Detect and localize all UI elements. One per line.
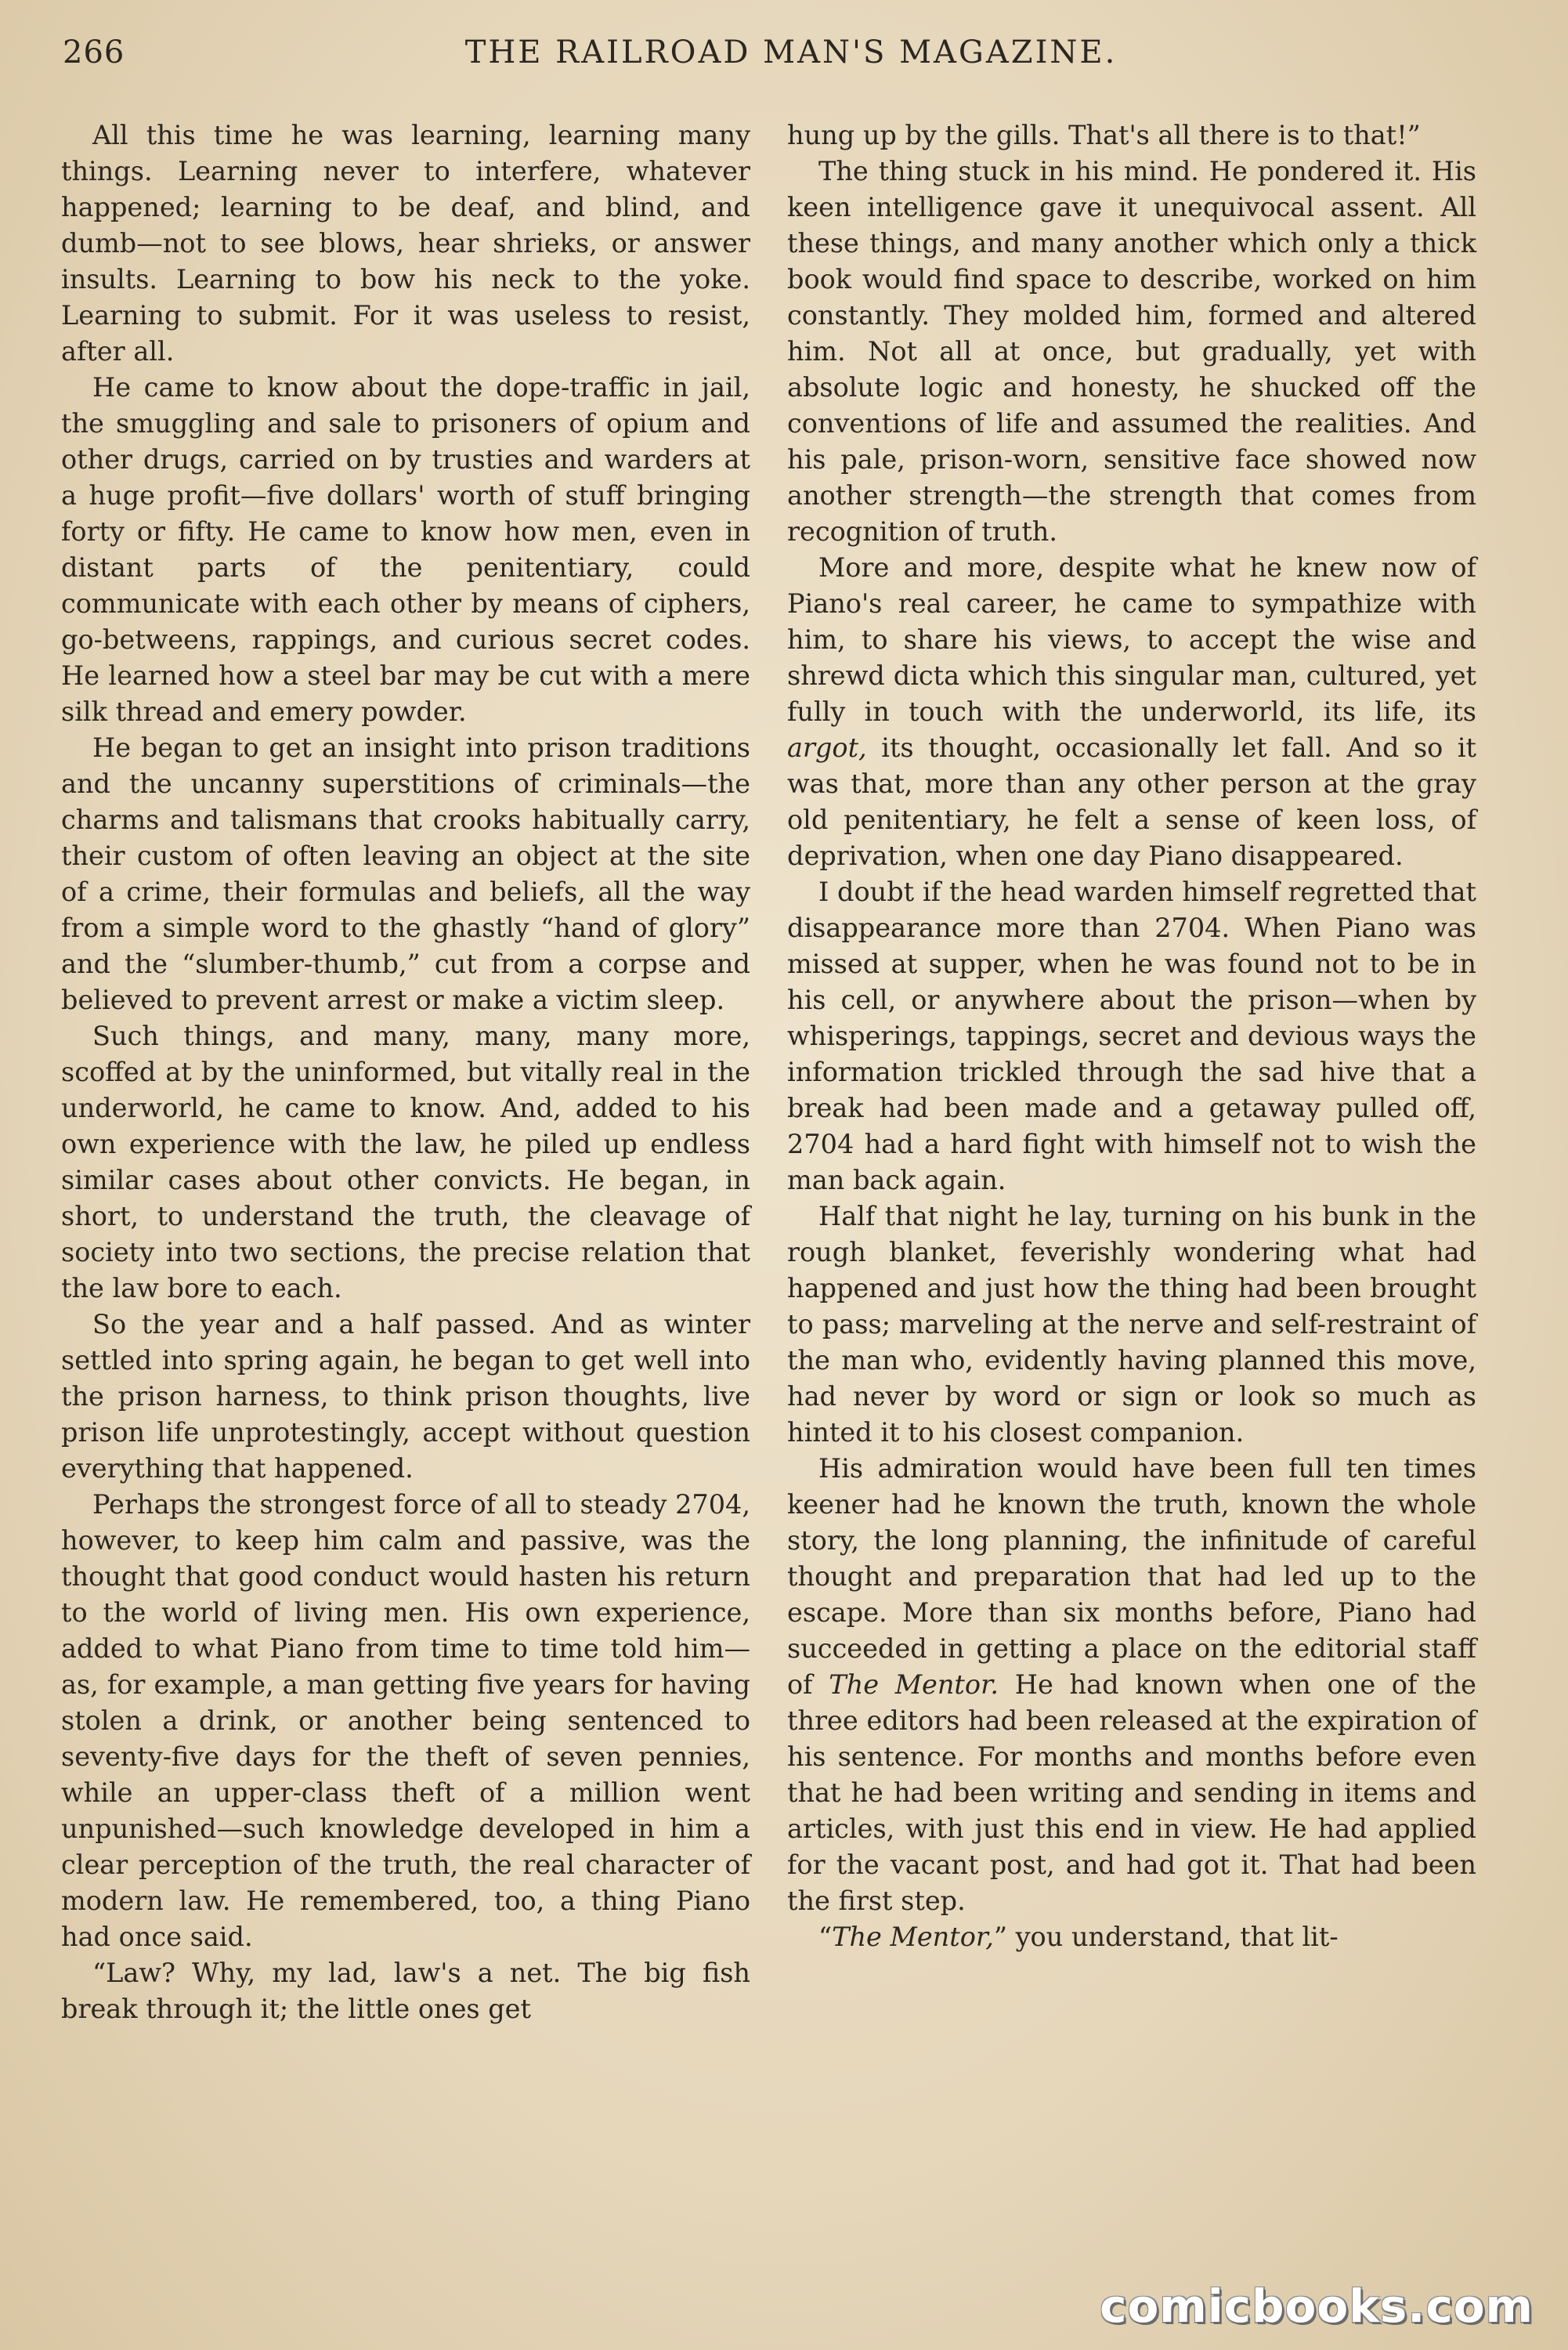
- paragraph: [787, 1919, 1476, 1955]
- paragraph: “Law? Why, my lad, law's a net. The big fish break through it; the little ones get: [61, 1958, 750, 2024]
- paragraph: Half that night he lay, turning on his bunk in the rough blanket, feverishly wondering what had happened and just how the thing had been brought to pass; marveling at the nerve and self-restraint of the man who, evidently having planned this move, had never by word or sign or look so much as hinted it to his closest companion.: [787, 1201, 1476, 1448]
- paragraph: He began to get an insight into prison traditions and the uncanny superstitions of criminals—the charms and talismans that crooks habitually carry, their custom of often leaving an object at the site of a crime, their formulas and beliefs, all the way from a simple word to the ghastly “hand of glory” and the “slumber-thumb,” cut from a corpse and believed to prevent arrest or make a victim sleep.: [61, 732, 750, 1015]
- paragraph: I doubt if the head warden himself regretted that disappearance more than 2704. When Piano was missed at supper, when he was found not to be in his cell, or anywhere about the prison—when by whisperings, tappings, secret and devious ways the information trickled through the sad hive that a break had been made and a getaway pulled off, 2704 had a hard fight with himself not to wish the man back again.: [787, 877, 1476, 1195]
- paragraph: The thing stuck in his mind. He pondered it. His keen intelligence gave it unequivocal assent. All these things, and many another which only a thick book would find space to describe, worked on him constantly. They molded him, formed and altered him. Not all at once, but gradually, yet with absolute logic and honesty, he shucked off the conventions of life and assumed the realities. And his pale, prison-worn, sensitive face showed now another strength—the strength that comes from recognition of truth.: [787, 156, 1476, 547]
- paragraph-text: ” you understand, that lit-: [993, 1922, 1339, 1952]
- right-column: [787, 118, 1476, 1955]
- paragraph: Perhaps the strongest force of all to steady 2704, however, to keep him calm and passive, was the thought that good conduct would hasten his return to the world of living men. His own experience, added to what Piano from time to time told him—as, for example, a man getting five years for having stolen a drink, or another being sentenced to seventy-five days for the theft of seven pennies, while an upper-class theft of a million went unpunished—such knowledge developed in him a clear perception of the truth, the real character of modern law. He remembered, too, a thing Piano had once said.: [61, 1489, 750, 1952]
- page-number: 266: [63, 34, 125, 70]
- paragraph: Such things, and many, many, many more, scoffed at by the uninformed, but vitally real in the underworld, he came to know. And, added to his own experience with the law, he piled up endless similar cases about other convicts. He began, in short, to understand the truth, the cleavage of society into two sections, the precise relation that the law bore to each.: [61, 1021, 750, 1303]
- paragraph-text: More and more, despite what he knew now of Piano's real career, he came to sympathize with him, to share his views, to accept the wise and shrewd dicta which this singular man, cultured, yet fully in touch with the underworld, its life, its: [787, 552, 1476, 727]
- paragraph: All this time he was learning, learning many things. Learning never to interfere, whatever happened; learning to be deaf, and blind, and dumb—not to see blows, hear shrieks, or answer insults. Learning to bow his neck to the yoke. Learning to submit. For it was useless to resist, after all.: [61, 120, 750, 367]
- italic-term: argot,: [787, 732, 867, 763]
- paragraph: [787, 550, 1476, 874]
- paragraph-text: His admiration would have been full ten times keener had he known the truth, known the whole story, the long planning, the infinitude of careful thought and preparation that had led up to the escape. More than six months before, Piano had succeeded in getting a place on the editorial staff of: [787, 1453, 1476, 1700]
- italic-title: The Mentor,: [832, 1922, 994, 1952]
- paragraph: He came to know about the dope-traffic in jail, the smuggling and sale to prisoners of opium and other drugs, carried on by trusties and warders at a huge profit—five dollars' worth of stuff bringing forty or fifty. He came to know how men, even in distant parts of the penitentiary, could communicate with each other by means of ciphers, go-betweens, rappings, and curious secret codes. He learned how a steel bar may be cut with a mere silk thread and emery powder.: [61, 372, 750, 727]
- paragraph: [787, 1451, 1476, 1919]
- paragraph: So the year and a half passed. And as winter settled into spring again, he began to get well into the prison harness, to think prison thoughts, live prison life unprotestingly, accept without question everything that happened.: [61, 1309, 750, 1484]
- left-column: [61, 118, 750, 2027]
- paragraph-text: “: [818, 1922, 833, 1952]
- running-title: THE RAILROAD MAN'S MAGAZINE.: [464, 34, 1118, 70]
- paragraph-continuation: hung up by the gills. That's all there is to that!”: [787, 120, 1421, 150]
- page-header: [63, 34, 1519, 81]
- paragraph-text: He had known when one of the three editors had been released at the expiration of his sentence. For months and months before even that he had been writing and sending in items and articles, with just this end in view. He had applied for the vacant post, and had got it. That had been the first step.: [787, 1669, 1476, 1916]
- italic-title: The Mentor.: [829, 1669, 999, 1700]
- watermark-logo: comicbooks.com: [1100, 2280, 1534, 2333]
- paragraph-text: its thought, occasionally let fall. And so it was that, more than any other person at the gray old penitentiary, he felt a sense of keen loss, of deprivation, when one day Piano disappeared.: [787, 732, 1476, 871]
